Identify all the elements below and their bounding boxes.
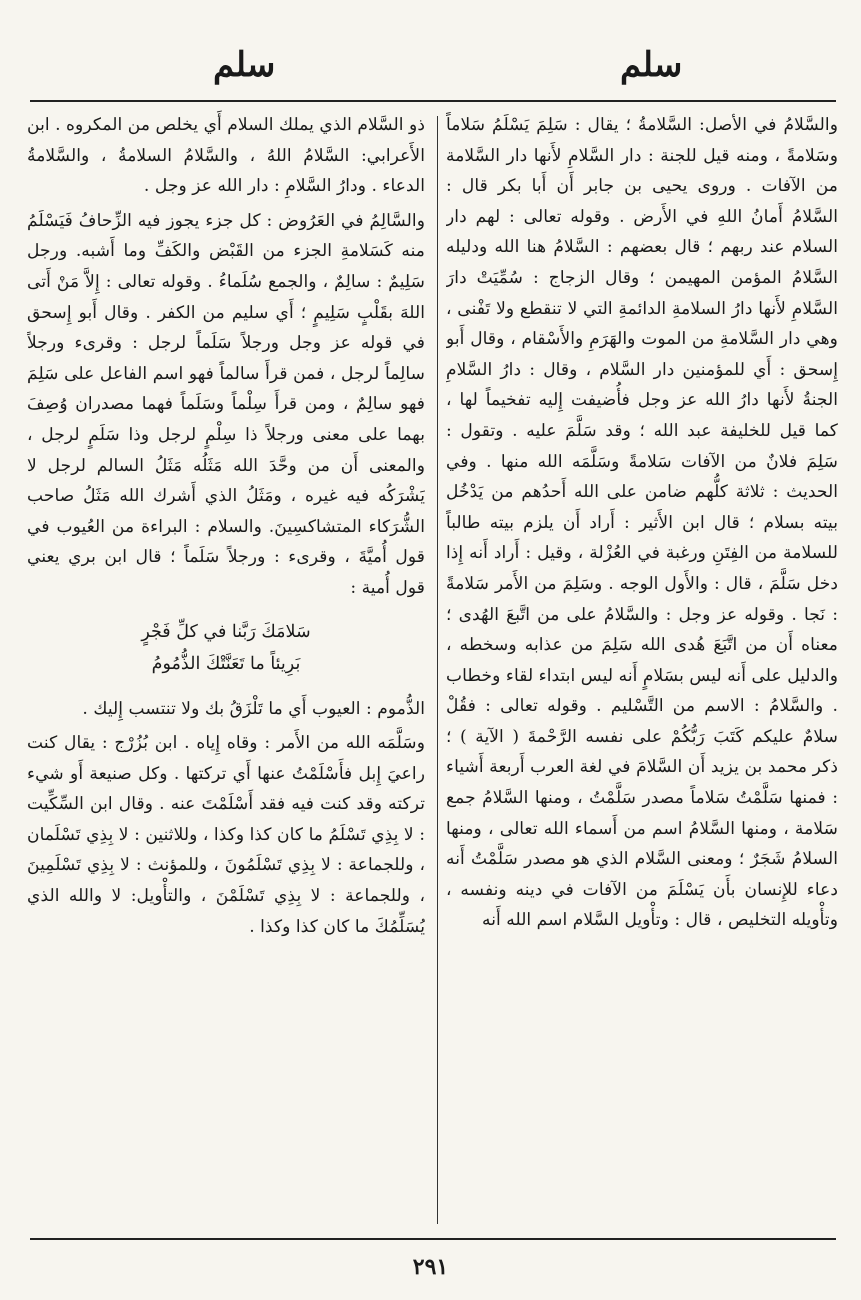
verse-line-2: بَرِيئاً ما تَعَنَّتْكَ الذُّمُومُ <box>151 653 301 674</box>
left-paragraph-2: والسَّالِمُ في العَرُوض : كل جزء يجوز فيه الزِّحافُ فَيَسْلَمُ منه كَسَلامةِ الجزء من القَبْض والكَفِّ وما أَشبه. ورجل سَلِيمٌ : سالِمٌ ، والجمع سُلَماءُ . وقوله تعالى : إِلاَّ مَنْ أَتى اللهَ بقَلْبٍ سَلِيمٍ ؛ أَي سليم من الكفر . وقال أَبو إِسحق في قوله عز وجل ورجلاً سَلَماً لرجل : وقرىء ورجلاً سالِماً لرجل ، فمن قرأَ سالماً فهو اسم الفاعل على سَلِمَ فهو سالِمٌ ، ومن قرأَ سِلْماً وسَلَماً فهما مصدران وُصِفَ بهما على معنى ورجلاً ذا سِلْمٍ لرجل وذا سَلَمٍ لرجل ، والمعنى أَن من وحَّدَ الله مَثَلُه مَثَلُ السالم لرجل لا يَشْرَكُه فيه غيره ، ومَثَلُ الذي أَشرك الله مَثَلُ صاحب الشُّرَكاء المتشاكسِينَ. والسلام : البراءة من العُيوب في قول أُميَّةَ ، وقرىء : ورجلاً سَلَماً ؛ قال ابن بري يعني قول أُمية : <box>27 210 425 598</box>
left-paragraph-1: ذو السَّلام الذي يملك السلام أَي يخلص من المكروه . ابن الأَعرابي: السَّلامُ اللهُ ، والسَّلامُ السلامةُ ، والسَّلامةُ الدعاء . ودارُ السَّلامِ : دار الله عز وجل . <box>27 115 425 197</box>
column-divider <box>437 116 438 1224</box>
poem-verse <box>27 616 425 680</box>
left-paragraph-4: وسَلَّمَه الله من الأَمر : وقاه إِياه . ابن بُزُرْج : يقال كنت راعيَ إِبل فأَسْلَمْتُ عنها أَي تركتها . وكل صنيعة أَو شيء تركته وقد كنت فيه فقد أَسْلَمْتَ عنه . وقال ابن السِّكِّيت : لا بِذِي تَسْلَمُ ما كان كذا وكذا ، وللاثنين : لا بِذِي تَسْلَمان ، وللجماعة : لا بِذِي تَسْلَمُونَ ، وللمؤنث : لا بِذِي تَسْلَمِينَ ، وللجماعة : لا بِذِي تَسْلَمْنَ ، والتأْويل: لا والله الذي يُسَلِّمُكَ ما كان كذا وكذا . <box>27 733 425 937</box>
left-column <box>27 110 425 1230</box>
right-column <box>446 110 838 1230</box>
page-number: ٢٩١ <box>412 1254 449 1280</box>
right-column-text: والسَّلامُ في الأصل: السَّلامةُ ؛ يقال : سَلِمَ يَسْلَمُ سَلاماً وسَلامةً ، ومنه قيل للجنة : دار السَّلامِ لأَنها دار السَّلامة من الآفات . وروى يحيى بن جابر أَن أَبا بكر قال : السَّلامُ أَمانُ اللهِ في الأَرض . وقوله تعالى : لهم دار السلام عند ربهم ؛ قال بعضهم : السَّلامُ هنا الله ودليله السَّلامُ المؤمن المهيمن ؛ وقال الزجاج : سُمِّيَتْ دارَ السَّلامِ لأَنها دارُ السلامةِ الدائمةِ التي لا تنقطع ولا تَفْنى ، وهي دار السَّلامةِ من الموت والهَرَمِ والأَسْقام ، وقال أَبو إِسحق : أَي للمؤمنين دار السَّلام ، وقال : دارُ السَّلامِ الجنةُ لأَنها دارُ الله عز وجل فأُضيفت إِليه تفخيماً لها ، كما قيل للخليفة عبد الله ؛ وقد سَلَّمَ عليه . وتقول : سَلِمَ فلانٌ من الآفات سَلامةً وسَلَّمَه الله منها . وفي الحديث : ثلاثة كلُّهم ضامن على الله أَحدُهم من يَدْخُل بيته بسلام ؛ قال ابن الأَثير : أَراد أَن يلزم بيته طالباً للسلامة من الفِتَنِ ورغبة في العُزْلة ، وقيل : أَراد أَنه إِذا دخل سَلَّمَ ، قال : والأَول الوجه . وسَلِمَ من الأَمر سَلامةً : نَجا . وقوله عز وجل : والسَّلامُ على من اتَّبعَ الهُدى ؛ معناه أَن من اتَّبَعَ هُدى الله سَلِمَ من عذابه وسخطه ، والدليل على أَنه ليس بسَلامٍ أَنه ليس ابتداء لقاء وخطاب . والسَّلامُ : الاسم من التَّسْليم . وقوله تعالى : فقُلْ سلامٌ عليكم كَتَبَ رَبُّكُمْ على نفسه الرَّحْمةَ ( الآية ) ؛ ذكر محمد بن يزيد أَن السَّلامَ في لغة العرب أَربعة أَشياء : فمنها سَلَّمْتُ سَلاماً مصدر سَلَّمْتُ ، ومنها السَّلامُ جمع سَلامة ، ومنها السَّلامُ اسم من أَسماء الله تعالى ، ومنها السلامُ شَجَرٌ ؛ ومعنى السَّلام الذي هو مصدر سَلَّمْتُ أَنه دعاء للإِنسان بأَن يَسْلَمَ من الآفات في دينه ونفسه ، وتأْويله التخليص ، قال : وتأْويل السَّلام اسم الله أَنه <box>446 115 838 931</box>
header-word-right: سلم <box>620 45 683 85</box>
left-paragraph-3: الذُّموم : العيوب أَي ما تَلْزَقُ بك ولا تنتسب إِليك . <box>82 698 425 719</box>
bottom-rule <box>30 1238 836 1240</box>
header-word-left: سلم <box>213 45 276 85</box>
top-rule <box>30 100 836 102</box>
verse-line-1: سَلامَكَ رَبَّنا في كلِّ فَجْرٍ <box>141 621 311 642</box>
